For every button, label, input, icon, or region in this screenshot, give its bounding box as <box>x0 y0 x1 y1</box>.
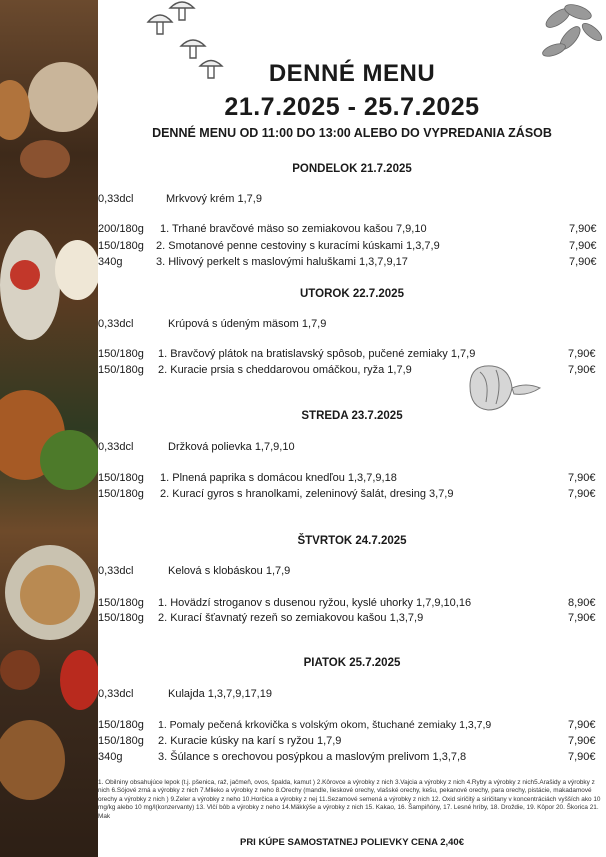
soup-name: Mrkvový krém 1,7,9 <box>166 193 262 205</box>
dish-name: 2. Kuracie kúsky na karí s ryžou 1,7,9 <box>158 735 342 747</box>
day-header: UTOROK 22.7.2025 <box>300 288 404 300</box>
main-dish-row <box>98 472 606 487</box>
main-dish-row <box>98 364 606 379</box>
soup-name: Kelová s klobáskou 1,7,9 <box>168 565 291 577</box>
main-dish-row <box>98 597 606 612</box>
soup-weight: 0,33dcl <box>98 565 134 577</box>
dish-weight: 150/180g <box>98 735 144 747</box>
dish-weight: 150/180g <box>98 488 144 500</box>
dish-weight: 150/180g <box>98 612 144 624</box>
dish-price: 7,90€ <box>568 719 596 731</box>
soup-price-note: PRI KÚPE SAMOSTATNEJ POLIEVKY CENA 2,40€ <box>239 837 464 848</box>
dish-weight: 340g <box>98 256 123 268</box>
dish-name: 2. Kurací šťavnatý rezeň so zemiakovou kašou 1,3,7,9 <box>158 612 424 624</box>
dish-name: 2. Kurací gyros s hranolkami, zeleninový šalát, dresing 3,7,9 <box>160 488 454 500</box>
soup-name: Kulajda 1,3,7,9,17,19 <box>168 688 272 700</box>
dish-weight: 150/180g <box>98 348 144 360</box>
dish-weight: 150/180g <box>98 597 144 609</box>
dish-name: 1. Hovädzí stroganov s dusenou ryžou, kyslé uhorky 1,7,9,10,16 <box>158 597 472 609</box>
soup-weight: 0,33dcl <box>98 318 134 330</box>
soup-row <box>98 318 606 333</box>
dish-price: 7,90€ <box>569 240 597 252</box>
serving-time: DENNÉ MENU OD 11:00 DO 13:00 ALEBO DO VYPREDANIA ZÁSOB <box>152 126 552 140</box>
dish-weight: 150/180g <box>98 240 144 252</box>
day-header: ŠTVRTOK 24.7.2025 <box>297 535 407 547</box>
dish-price: 7,90€ <box>568 364 596 376</box>
soup-weight: 0,33dcl <box>98 441 134 453</box>
dish-price: 7,90€ <box>568 488 596 500</box>
dish-weight: 150/180g <box>98 364 144 376</box>
dish-price: 7,90€ <box>569 256 597 268</box>
soup-name: Krúpová s údeným mäsom 1,7,9 <box>168 318 327 330</box>
soup-weight: 0,33dcl <box>98 688 134 700</box>
date-range: 21.7.2025 - 25.7.2025 <box>224 93 480 121</box>
dish-name: 3. Hlivový perkelt s maslovými haluškami 1,3,7,9,17 <box>156 256 408 268</box>
dish-name: 2. Kuracie prsia s cheddarovou omáčkou, ryža 1,7,9 <box>158 364 412 376</box>
main-dish-row <box>98 751 606 766</box>
main-dish-row <box>98 240 606 255</box>
main-dish-row <box>98 488 606 503</box>
dish-price: 7,90€ <box>568 612 596 624</box>
dish-price: 7,90€ <box>568 751 596 763</box>
dish-weight: 150/180g <box>98 719 144 731</box>
dish-price: 7,90€ <box>568 735 596 747</box>
day-header: PONDELOK 21.7.2025 <box>292 163 412 175</box>
soup-row <box>98 193 606 208</box>
main-dish-row <box>98 348 606 363</box>
dish-weight: 200/180g <box>98 223 144 235</box>
soup-row <box>98 688 606 703</box>
dish-name: 1. Bravčový plátok na bratislavský spôsob, pučené zemiaky 1,7,9 <box>158 348 476 360</box>
main-dish-row <box>98 256 606 271</box>
dish-price: 8,90€ <box>568 597 596 609</box>
main-dish-row <box>98 735 606 750</box>
dish-name: 2. Smotanové penne cestoviny s kuracími kúskami 1,3,7,9 <box>156 240 440 252</box>
dish-price: 7,90€ <box>568 348 596 360</box>
dish-name: 3. Šúlance s orechovou posýpkou a maslovým prelivom 1,3,7,8 <box>158 751 467 763</box>
leaf-branch-icon <box>540 0 606 66</box>
soup-row <box>98 565 606 580</box>
soup-weight: 0,33dcl <box>98 193 134 205</box>
menu-title: DENNÉ MENU <box>268 60 436 87</box>
main-dish-row <box>98 223 606 238</box>
dish-weight: 340g <box>98 751 123 763</box>
soup-row <box>98 441 606 456</box>
food-photo-strip <box>0 0 98 857</box>
allergens-note: 1. Obilniny obsahujúce lepok (t.j. pšenica, raž, jačmeň, ovos, špalda, kamut ) 2.Kôrovce a výrobky z nich 3.Vajcia a výrobky z nich 4.Ryby a výrobky z nich5.Arašidy a výrobky z nich 6.Sójové zrná a výrobky z nich 7.Mlieko a výrobky z neho 8.Orechy (mandle, lieskové orechy, vlašské orechy, kešu, pekanové orechy, para orechy, pistácie, makadamové orechy a výrobky z nich ) 9.Zeler a výrobky z neho 10.Horčica a výrobky z nej 11.Sezamové semená a výrobky z nich 12. Oxid siričitý a siričitany v koncentráciách vyšších ako 10 mg/kg alebo 10 mg/l(konzervanty) 13. Vlčí bôb a výrobky z neho 14.Mäkkýše a výrobky z nich 15. Kakao, 16. Šampiňóny, 17. Lesné hríby, 18. Droždie, 19. Kôpor 20. Škorica 21. Mak <box>98 779 601 820</box>
dish-name: 1. Pomaly pečená krkovička s volským okom, štuchané zemiaky 1,3,7,9 <box>158 719 492 731</box>
dish-name: 1. Plnená paprika s domácou knedľou 1,3,7,9,18 <box>160 472 397 484</box>
main-dish-row <box>98 612 606 627</box>
soup-name: Držková polievka 1,7,9,10 <box>168 441 295 453</box>
dish-name: 1. Trhané bravčové mäso so zemiakovou kašou 7,9,10 <box>160 223 427 235</box>
dish-price: 7,90€ <box>569 223 597 235</box>
dish-weight: 150/180g <box>98 472 144 484</box>
day-header: STREDA 23.7.2025 <box>301 410 403 422</box>
main-dish-row <box>98 719 606 734</box>
dish-price: 7,90€ <box>568 472 596 484</box>
day-header: PIATOK 25.7.2025 <box>303 657 401 669</box>
